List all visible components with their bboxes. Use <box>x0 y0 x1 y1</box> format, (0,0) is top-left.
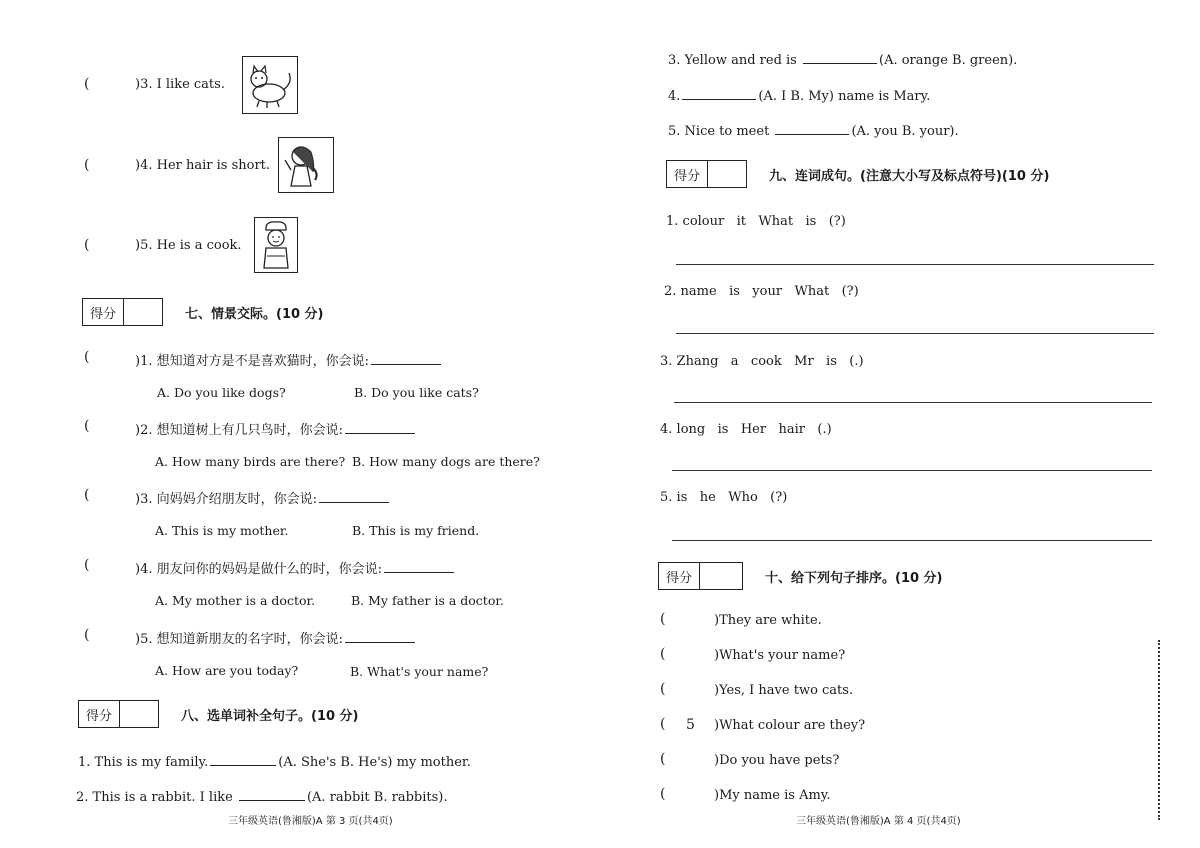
score-box[interactable] <box>78 700 159 728</box>
girl-picture <box>278 137 334 193</box>
picture-statement: )4. Her hair is short. <box>135 158 271 173</box>
section-7-header <box>82 298 324 326</box>
dialogue-sentence: )They are white. <box>714 613 822 628</box>
dialogue-sentence: )What colour are they? <box>714 718 866 733</box>
answer-paren[interactable]: ( <box>660 716 666 732</box>
answer-line[interactable] <box>674 402 1152 403</box>
dialogue-sentence: )Yes, I have two cats. <box>714 683 854 698</box>
answer-paren[interactable]: ( <box>84 76 90 92</box>
fill-blank-question: 5. Nice to meet (A. you B. your). <box>668 124 959 139</box>
word-order-question: 5. is he Who (?) <box>660 490 788 505</box>
answer-line[interactable] <box>672 540 1152 541</box>
question-text: )4. 朋友问你的妈妈是做什么的时，你会说: <box>135 558 456 577</box>
score-box[interactable] <box>658 562 743 590</box>
answer-paren[interactable]: ( <box>660 611 666 627</box>
section-title: 七、情景交际。(10 分) <box>185 306 324 322</box>
fill-blank-question: 1. This is my family. (A. She's B. He's) my mother. <box>78 755 471 770</box>
option-b: B. This is my friend. <box>352 523 480 538</box>
answer-paren[interactable]: ( <box>660 751 666 767</box>
picture-statement: )5. He is a cook. <box>135 238 242 253</box>
word-order-question: 4. long is Her hair (.) <box>660 422 832 437</box>
section-8-header <box>78 700 359 728</box>
section-9-header <box>666 160 1049 188</box>
section-title: 十、给下列句子排序。(10 分) <box>765 570 943 586</box>
answer-paren[interactable]: ( <box>660 646 666 662</box>
answer-line[interactable] <box>676 333 1154 334</box>
page-footer: 三年级英语(鲁湘版)A 第 4 页(共4页) <box>796 816 961 827</box>
option-a: A. This is my mother. <box>155 523 289 538</box>
answer-paren[interactable]: ( <box>84 237 90 253</box>
option-b: B. How many dogs are there? <box>352 454 540 469</box>
dialogue-sentence: )Do you have pets? <box>714 753 840 768</box>
option-b: B. My father is a doctor. <box>351 593 504 608</box>
score-label: 得分 <box>659 563 700 589</box>
score-label: 得分 <box>83 299 124 325</box>
fill-blank-question: 2. This is a rabbit. I like (A. rabbit B. rabbits). <box>76 790 448 805</box>
option-b: B. What's your name? <box>350 664 489 679</box>
dialogue-sentence: )What's your name? <box>714 648 846 663</box>
option-a: A. How many birds are there? <box>155 454 346 469</box>
binding-edge-dots <box>1158 640 1160 820</box>
section-title: 八、选单词补全句子。(10 分) <box>181 708 359 724</box>
option-a: A. My mother is a doctor. <box>155 593 316 608</box>
fill-blank-question: 3. Yellow and red is (A. orange B. green). <box>668 53 1018 68</box>
page-footer: 三年级英语(鲁湘版)A 第 3 页(共4页) <box>228 816 393 827</box>
answer-paren[interactable]: ( <box>84 627 90 643</box>
cook-picture <box>254 217 298 273</box>
word-order-question: 2. name is your What (?) <box>664 284 859 299</box>
section-title: 九、连词成句。(注意大小写及标点符号)(10 分) <box>769 168 1050 184</box>
question-text: )1. 想知道对方是不是喜欢猫时，你会说: <box>135 350 443 369</box>
answer-paren[interactable]: ( <box>84 157 90 173</box>
answer-paren[interactable]: ( <box>84 418 90 434</box>
word-order-question: 3. Zhang a cook Mr is (.) <box>660 354 864 369</box>
word-order-question: 1. colour it What is (?) <box>666 214 846 229</box>
fill-blank-question: 4. (A. I B. My) name is Mary. <box>668 89 931 104</box>
answer-paren[interactable]: ( <box>660 786 666 802</box>
option-a: A. Do you like dogs? <box>157 385 286 400</box>
option-b: B. Do you like cats? <box>354 385 479 400</box>
score-label: 得分 <box>79 701 120 727</box>
score-label: 得分 <box>667 161 708 187</box>
score-box[interactable] <box>82 298 163 326</box>
answer-paren[interactable]: ( <box>84 349 90 365</box>
answer-paren[interactable]: ( <box>660 681 666 697</box>
answer-line[interactable] <box>676 264 1154 265</box>
answer-line[interactable] <box>672 470 1152 471</box>
score-box[interactable] <box>666 160 747 188</box>
answer-paren[interactable]: ( <box>84 557 90 573</box>
question-text: )3. 向妈妈介绍朋友时，你会说: <box>135 488 391 507</box>
cat-picture <box>242 56 298 114</box>
section-10-header <box>658 562 943 590</box>
option-a: A. How are you today? <box>155 663 299 678</box>
question-text: )2. 想知道树上有几只鸟时，你会说: <box>135 419 417 438</box>
question-text: )5. 想知道新朋友的名字时，你会说: <box>135 628 417 647</box>
order-mark: 5 <box>686 717 695 733</box>
picture-statement: )3. I like cats. <box>135 77 225 92</box>
dialogue-sentence: )My name is Amy. <box>714 788 831 803</box>
answer-paren[interactable]: ( <box>84 487 90 503</box>
